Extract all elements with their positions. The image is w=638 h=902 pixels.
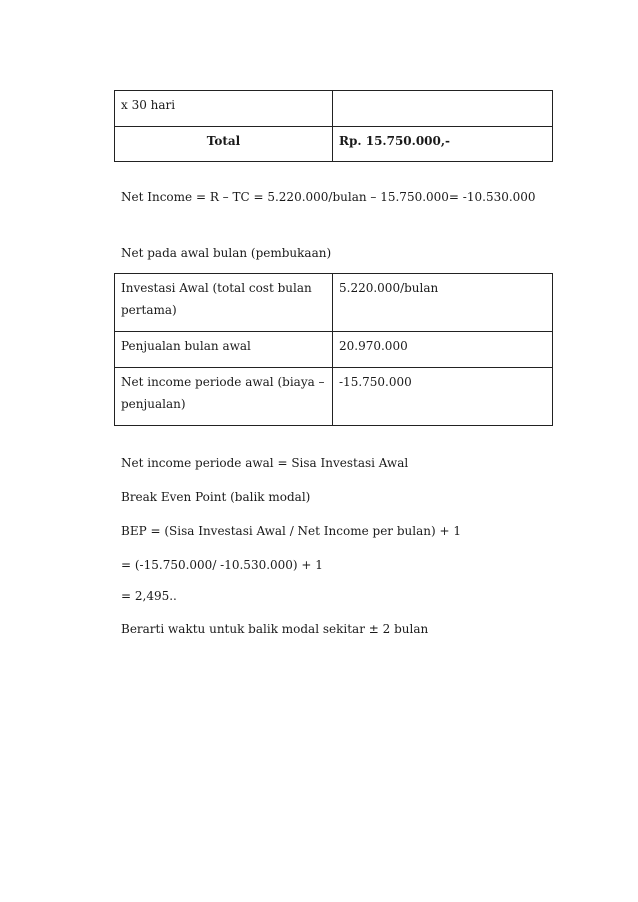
- paragraph-line: Berarti waktu untuk balik modal sekitar ± 2 bulan: [121, 622, 429, 636]
- cost-table: [114, 90, 553, 162]
- total-value: Rp. 15.750.000,-: [333, 127, 553, 162]
- table-cell: Investasi Awal (total cost bulan pertama): [115, 274, 333, 332]
- table-cell: [333, 91, 553, 127]
- table-cell: Net income periode awal (biaya – penjualan): [115, 368, 333, 426]
- net-awal-heading: Net pada awal bulan (pembukaan): [121, 246, 332, 260]
- paragraph-line: Break Even Point (balik modal): [121, 490, 311, 504]
- table-cell: 20.970.000: [333, 332, 553, 368]
- net-income-line: Net Income = R – TC = 5.220.000/bulan – 15.750.000= -10.530.000: [121, 190, 536, 204]
- table-row: [115, 91, 553, 127]
- total-label: Total: [115, 127, 333, 162]
- table-row: [115, 332, 553, 368]
- paragraph-line: = (-15.750.000/ -10.530.000) + 1: [121, 558, 323, 572]
- table-cell: x 30 hari: [115, 91, 333, 127]
- table-cell: Penjualan bulan awal: [115, 332, 333, 368]
- table-row: [115, 368, 553, 426]
- table-cell: 5.220.000/bulan: [333, 274, 553, 332]
- table-row: [115, 127, 553, 162]
- paragraph-line: = 2,495..: [121, 589, 177, 603]
- initial-period-table: [114, 273, 553, 426]
- paragraph-line: BEP = (Sisa Investasi Awal / Net Income per bulan) + 1: [121, 524, 461, 538]
- table-row: [115, 274, 553, 332]
- table-cell: -15.750.000: [333, 368, 553, 426]
- paragraph-line: Net income periode awal = Sisa Investasi Awal: [121, 456, 409, 470]
